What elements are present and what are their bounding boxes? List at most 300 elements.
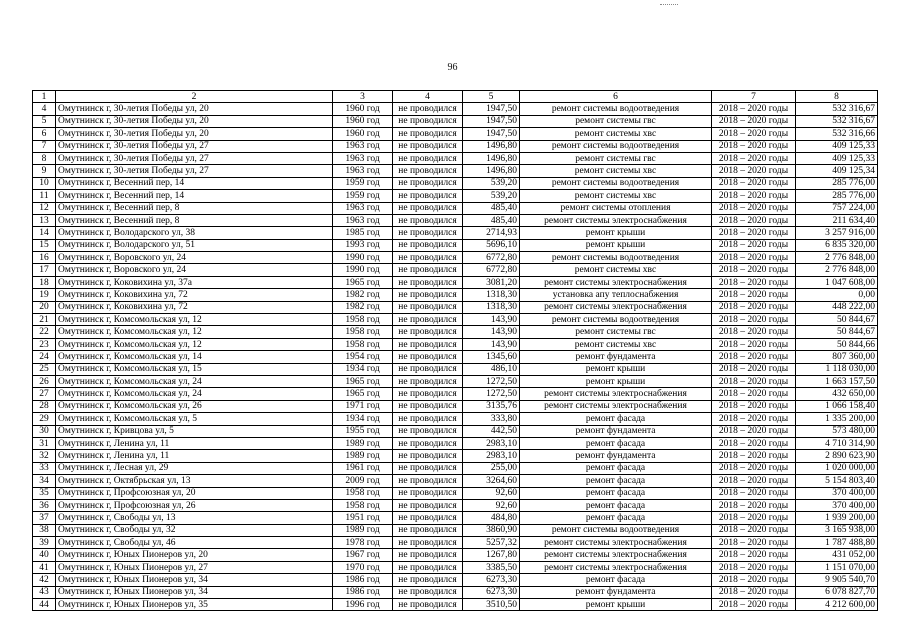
- last-repair-cell: не проводился: [393, 475, 463, 487]
- area-cell: 1947,50: [463, 103, 520, 115]
- work-type-cell: ремонт фасада: [520, 574, 712, 586]
- cost-cell: 370 400,00: [796, 487, 878, 499]
- work-type-cell: ремонт системы электроснабжения: [520, 549, 712, 561]
- area-cell: 485,40: [463, 214, 520, 226]
- cost-cell: 2 776 848,00: [796, 252, 878, 264]
- area-cell: 3135,76: [463, 400, 520, 412]
- period-cell: 2018 – 2020 годы: [712, 214, 796, 226]
- table-row: [33, 549, 878, 561]
- area-cell: 3510,50: [463, 599, 520, 611]
- last-repair-cell: не проводился: [393, 338, 463, 350]
- period-cell: 2018 – 2020 годы: [712, 599, 796, 611]
- address-cell: Омутнинск г, Весенний пер, 8: [56, 214, 333, 226]
- build-year-cell: 1985 год: [333, 227, 393, 239]
- cost-cell: 409 125,33: [796, 140, 878, 152]
- work-type-cell: ремонт системы электроснабжения: [520, 400, 712, 412]
- period-cell: 2018 – 2020 годы: [712, 351, 796, 363]
- area-cell: 1345,60: [463, 351, 520, 363]
- work-type-cell: ремонт крыши: [520, 363, 712, 375]
- address-cell: Омутнинск г, Ленина ул, 11: [56, 437, 333, 449]
- work-type-cell: ремонт системы электроснабжения: [520, 301, 712, 313]
- build-year-cell: 1990 год: [333, 264, 393, 276]
- cost-cell: 4 212 600,00: [796, 599, 878, 611]
- table-row: [33, 375, 878, 387]
- last-repair-cell: не проводился: [393, 140, 463, 152]
- period-cell: 2018 – 2020 годы: [712, 152, 796, 164]
- table-row: [33, 561, 878, 573]
- last-repair-cell: не проводился: [393, 264, 463, 276]
- table-row: [33, 413, 878, 425]
- header-row: [33, 91, 878, 103]
- cost-cell: 3 257 916,00: [796, 227, 878, 239]
- work-type-cell: ремонт системы хвс: [520, 264, 712, 276]
- address-cell: Омутнинск г, Профсоюзная ул, 20: [56, 487, 333, 499]
- row-number-cell: 31: [33, 437, 56, 449]
- period-cell: 2018 – 2020 годы: [712, 487, 796, 499]
- table-row: [33, 499, 878, 511]
- build-year-cell: 1959 год: [333, 177, 393, 189]
- area-cell: 1318,30: [463, 289, 520, 301]
- row-number-cell: 27: [33, 388, 56, 400]
- address-cell: Омутнинск г, Весенний пер, 14: [56, 177, 333, 189]
- period-cell: 2018 – 2020 годы: [712, 314, 796, 326]
- cost-cell: 448 222,00: [796, 301, 878, 313]
- table-row: [33, 487, 878, 499]
- area-cell: 1947,50: [463, 115, 520, 127]
- work-type-cell: ремонт фасада: [520, 462, 712, 474]
- cost-cell: 6 078 827,70: [796, 586, 878, 598]
- table-row: [33, 338, 878, 350]
- last-repair-cell: не проводился: [393, 437, 463, 449]
- last-repair-cell: не проводился: [393, 599, 463, 611]
- period-cell: 2018 – 2020 годы: [712, 252, 796, 264]
- address-cell: Омутнинск г, Коковихина ул, 72: [56, 301, 333, 313]
- row-number-cell: 29: [33, 413, 56, 425]
- last-repair-cell: не проводился: [393, 388, 463, 400]
- build-year-cell: 1986 год: [333, 586, 393, 598]
- cost-cell: 432 650,00: [796, 388, 878, 400]
- work-type-cell: ремонт системы гвс: [520, 115, 712, 127]
- row-number-cell: 26: [33, 375, 56, 387]
- address-cell: Омутнинск г, 30-летия Победы ул, 27: [56, 152, 333, 164]
- row-number-cell: 32: [33, 450, 56, 462]
- work-type-cell: ремонт системы гвс: [520, 326, 712, 338]
- scan-artifact: [660, 4, 678, 6]
- address-cell: Омутнинск г, Свободы ул, 46: [56, 537, 333, 549]
- row-number-cell: 37: [33, 512, 56, 524]
- area-cell: 143,90: [463, 326, 520, 338]
- row-number-cell: 15: [33, 239, 56, 251]
- last-repair-cell: не проводился: [393, 190, 463, 202]
- address-cell: Омутнинск г, Комсомольская ул, 26: [56, 400, 333, 412]
- work-type-cell: ремонт системы электроснабжения: [520, 537, 712, 549]
- last-repair-cell: не проводился: [393, 165, 463, 177]
- work-type-cell: ремонт системы электроснабжения: [520, 276, 712, 288]
- build-year-cell: 1989 год: [333, 450, 393, 462]
- cost-cell: 409 125,34: [796, 165, 878, 177]
- area-cell: 1272,50: [463, 388, 520, 400]
- cost-cell: 1 066 158,40: [796, 400, 878, 412]
- address-cell: Омутнинск г, Ленина ул, 11: [56, 450, 333, 462]
- last-repair-cell: не проводился: [393, 351, 463, 363]
- period-cell: 2018 – 2020 годы: [712, 264, 796, 276]
- period-cell: 2018 – 2020 годы: [712, 227, 796, 239]
- address-cell: Омутнинск г, Володарского ул, 38: [56, 227, 333, 239]
- area-cell: 1272,50: [463, 375, 520, 387]
- work-type-cell: ремонт фасада: [520, 437, 712, 449]
- table-row: [33, 475, 878, 487]
- cost-cell: 1 020 000,00: [796, 462, 878, 474]
- table-row: [33, 227, 878, 239]
- address-cell: Омутнинск г, Комсомольская ул, 24: [56, 388, 333, 400]
- cost-cell: 573 480,00: [796, 425, 878, 437]
- last-repair-cell: не проводился: [393, 537, 463, 549]
- address-cell: Омутнинск г, Комсомольская ул, 14: [56, 351, 333, 363]
- row-number-cell: 23: [33, 338, 56, 350]
- period-cell: 2018 – 2020 годы: [712, 301, 796, 313]
- build-year-cell: 1963 год: [333, 152, 393, 164]
- work-type-cell: ремонт крыши: [520, 375, 712, 387]
- area-cell: 1496,80: [463, 152, 520, 164]
- header-cell-2: 2: [56, 91, 333, 103]
- cost-cell: 50 844,67: [796, 314, 878, 326]
- row-number-cell: 14: [33, 227, 56, 239]
- table-row: [33, 512, 878, 524]
- work-type-cell: установка апу теплоснабжения: [520, 289, 712, 301]
- last-repair-cell: не проводился: [393, 512, 463, 524]
- period-cell: 2018 – 2020 годы: [712, 437, 796, 449]
- area-cell: 333,80: [463, 413, 520, 425]
- row-number-cell: 40: [33, 549, 56, 561]
- area-cell: 6772,80: [463, 264, 520, 276]
- build-year-cell: 1965 год: [333, 375, 393, 387]
- cost-cell: 1 335 200,00: [796, 413, 878, 425]
- work-type-cell: ремонт системы водоотведения: [520, 524, 712, 536]
- build-year-cell: 2009 год: [333, 475, 393, 487]
- work-type-cell: ремонт фасада: [520, 475, 712, 487]
- last-repair-cell: не проводился: [393, 400, 463, 412]
- period-cell: 2018 – 2020 годы: [712, 524, 796, 536]
- period-cell: 2018 – 2020 годы: [712, 549, 796, 561]
- cost-cell: 285 776,00: [796, 177, 878, 189]
- work-type-cell: ремонт фасада: [520, 512, 712, 524]
- cost-cell: 409 125,33: [796, 152, 878, 164]
- last-repair-cell: не проводился: [393, 152, 463, 164]
- cost-cell: 431 052,00: [796, 549, 878, 561]
- last-repair-cell: не проводился: [393, 499, 463, 511]
- period-cell: 2018 – 2020 годы: [712, 190, 796, 202]
- area-cell: 485,40: [463, 202, 520, 214]
- period-cell: 2018 – 2020 годы: [712, 537, 796, 549]
- area-cell: 484,80: [463, 512, 520, 524]
- area-cell: 486,10: [463, 363, 520, 375]
- address-cell: Омутнинск г, 30-летия Победы ул, 20: [56, 115, 333, 127]
- address-cell: Омутнинск г, Комсомольская ул, 12: [56, 338, 333, 350]
- table-row: [33, 437, 878, 449]
- cost-cell: 532 316,66: [796, 128, 878, 140]
- cost-cell: 532 316,67: [796, 103, 878, 115]
- cost-cell: 1 663 157,50: [796, 375, 878, 387]
- period-cell: 2018 – 2020 годы: [712, 115, 796, 127]
- row-number-cell: 30: [33, 425, 56, 437]
- table-row: [33, 314, 878, 326]
- row-number-cell: 36: [33, 499, 56, 511]
- area-cell: 539,20: [463, 177, 520, 189]
- area-cell: 92,60: [463, 499, 520, 511]
- row-number-cell: 38: [33, 524, 56, 536]
- table-row: [33, 388, 878, 400]
- row-number-cell: 44: [33, 599, 56, 611]
- table-row: [33, 574, 878, 586]
- row-number-cell: 18: [33, 276, 56, 288]
- period-cell: 2018 – 2020 годы: [712, 425, 796, 437]
- build-year-cell: 1959 год: [333, 190, 393, 202]
- row-number-cell: 10: [33, 177, 56, 189]
- table-row: [33, 152, 878, 164]
- work-type-cell: ремонт фундамента: [520, 425, 712, 437]
- table-row: [33, 425, 878, 437]
- cost-cell: 4 710 314,90: [796, 437, 878, 449]
- area-cell: 2714,93: [463, 227, 520, 239]
- area-cell: 255,00: [463, 462, 520, 474]
- area-cell: 3264,60: [463, 475, 520, 487]
- period-cell: 2018 – 2020 годы: [712, 413, 796, 425]
- cost-cell: 211 634,40: [796, 214, 878, 226]
- area-cell: 1318,30: [463, 301, 520, 313]
- build-year-cell: 1955 год: [333, 425, 393, 437]
- header-cell-6: 6: [520, 91, 712, 103]
- cost-cell: 6 835 320,00: [796, 239, 878, 251]
- build-year-cell: 1978 год: [333, 537, 393, 549]
- area-cell: 1267,80: [463, 549, 520, 561]
- build-year-cell: 1960 год: [333, 103, 393, 115]
- table-row: [33, 276, 878, 288]
- row-number-cell: 4: [33, 103, 56, 115]
- last-repair-cell: не проводился: [393, 177, 463, 189]
- last-repair-cell: не проводился: [393, 549, 463, 561]
- work-type-cell: ремонт системы электроснабжения: [520, 561, 712, 573]
- area-cell: 5257,32: [463, 537, 520, 549]
- address-cell: Омутнинск г, Свободы ул, 32: [56, 524, 333, 536]
- row-number-cell: 19: [33, 289, 56, 301]
- area-cell: 539,20: [463, 190, 520, 202]
- build-year-cell: 1989 год: [333, 437, 393, 449]
- last-repair-cell: не проводился: [393, 574, 463, 586]
- period-cell: 2018 – 2020 годы: [712, 561, 796, 573]
- row-number-cell: 33: [33, 462, 56, 474]
- address-cell: Омутнинск г, Воровского ул, 24: [56, 252, 333, 264]
- build-year-cell: 1934 год: [333, 363, 393, 375]
- table-row: [33, 115, 878, 127]
- work-type-cell: ремонт системы электроснабжения: [520, 214, 712, 226]
- period-cell: 2018 – 2020 годы: [712, 239, 796, 251]
- last-repair-cell: не проводился: [393, 115, 463, 127]
- row-number-cell: 16: [33, 252, 56, 264]
- last-repair-cell: не проводился: [393, 425, 463, 437]
- last-repair-cell: не проводился: [393, 326, 463, 338]
- table-row: [33, 190, 878, 202]
- cost-cell: 757 224,00: [796, 202, 878, 214]
- work-type-cell: ремонт системы отопления: [520, 202, 712, 214]
- work-type-cell: ремонт фундамента: [520, 586, 712, 598]
- area-cell: 6273,30: [463, 586, 520, 598]
- last-repair-cell: не проводился: [393, 375, 463, 387]
- build-year-cell: 1986 год: [333, 574, 393, 586]
- last-repair-cell: не проводился: [393, 487, 463, 499]
- period-cell: 2018 – 2020 годы: [712, 276, 796, 288]
- page-number: 96: [447, 62, 458, 73]
- build-year-cell: 1963 год: [333, 202, 393, 214]
- last-repair-cell: не проводился: [393, 301, 463, 313]
- row-number-cell: 41: [33, 561, 56, 573]
- period-cell: 2018 – 2020 годы: [712, 375, 796, 387]
- last-repair-cell: не проводился: [393, 227, 463, 239]
- row-number-cell: 17: [33, 264, 56, 276]
- work-type-cell: ремонт фасада: [520, 413, 712, 425]
- table-row: [33, 140, 878, 152]
- work-type-cell: ремонт фундамента: [520, 450, 712, 462]
- period-cell: 2018 – 2020 годы: [712, 462, 796, 474]
- row-number-cell: 24: [33, 351, 56, 363]
- cost-cell: 9 905 540,70: [796, 574, 878, 586]
- work-type-cell: ремонт крыши: [520, 599, 712, 611]
- build-year-cell: 1967 год: [333, 549, 393, 561]
- table-row: [33, 128, 878, 140]
- table-row: [33, 214, 878, 226]
- last-repair-cell: не проводился: [393, 289, 463, 301]
- table-row: [33, 252, 878, 264]
- last-repair-cell: не проводился: [393, 214, 463, 226]
- address-cell: Омутнинск г, Лесная ул, 29: [56, 462, 333, 474]
- area-cell: 2983,10: [463, 437, 520, 449]
- cost-cell: 3 165 938,00: [796, 524, 878, 536]
- row-number-cell: 6: [33, 128, 56, 140]
- work-type-cell: ремонт системы гвс: [520, 152, 712, 164]
- build-year-cell: 1958 год: [333, 499, 393, 511]
- area-cell: 92,60: [463, 487, 520, 499]
- work-type-cell: ремонт системы хвс: [520, 338, 712, 350]
- build-year-cell: 1963 год: [333, 165, 393, 177]
- area-cell: 3385,50: [463, 561, 520, 573]
- period-cell: 2018 – 2020 годы: [712, 574, 796, 586]
- repair-program-table: [32, 90, 878, 611]
- address-cell: Омутнинск г, Юных Пионеров ул, 34: [56, 586, 333, 598]
- build-year-cell: 1965 год: [333, 276, 393, 288]
- address-cell: Омутнинск г, Весенний пер, 8: [56, 202, 333, 214]
- cost-cell: 2 890 623,90: [796, 450, 878, 462]
- row-number-cell: 13: [33, 214, 56, 226]
- area-cell: 6273,30: [463, 574, 520, 586]
- build-year-cell: 1963 год: [333, 214, 393, 226]
- area-cell: 3081,20: [463, 276, 520, 288]
- last-repair-cell: не проводился: [393, 363, 463, 375]
- address-cell: Омутнинск г, Комсомольская ул, 24: [56, 375, 333, 387]
- build-year-cell: 1960 год: [333, 128, 393, 140]
- address-cell: Омутнинск г, Юных Пионеров ул, 27: [56, 561, 333, 573]
- table-row: [33, 586, 878, 598]
- work-type-cell: ремонт системы водоотведения: [520, 252, 712, 264]
- area-cell: 442,50: [463, 425, 520, 437]
- table-row: [33, 326, 878, 338]
- address-cell: Омутнинск г, Комсомольская ул, 5: [56, 413, 333, 425]
- header-cell-8: 8: [796, 91, 878, 103]
- period-cell: 2018 – 2020 годы: [712, 289, 796, 301]
- header-cell-5: 5: [463, 91, 520, 103]
- row-number-cell: 5: [33, 115, 56, 127]
- header-cell-7: 7: [712, 91, 796, 103]
- last-repair-cell: не проводился: [393, 128, 463, 140]
- build-year-cell: 1963 год: [333, 140, 393, 152]
- build-year-cell: 1990 год: [333, 252, 393, 264]
- work-type-cell: ремонт системы электроснабжения: [520, 388, 712, 400]
- row-number-cell: 25: [33, 363, 56, 375]
- table-row: [33, 202, 878, 214]
- build-year-cell: 1934 год: [333, 413, 393, 425]
- build-year-cell: 1951 год: [333, 512, 393, 524]
- cost-cell: 2 776 848,00: [796, 264, 878, 276]
- build-year-cell: 1970 год: [333, 561, 393, 573]
- cost-cell: 807 360,00: [796, 351, 878, 363]
- row-number-cell: 9: [33, 165, 56, 177]
- last-repair-cell: не проводился: [393, 462, 463, 474]
- address-cell: Омутнинск г, Профсоюзная ул, 26: [56, 499, 333, 511]
- table-row: [33, 177, 878, 189]
- table-row: [33, 462, 878, 474]
- address-cell: Омутнинск г, Комсомольская ул, 12: [56, 326, 333, 338]
- period-cell: 2018 – 2020 годы: [712, 202, 796, 214]
- work-type-cell: ремонт крыши: [520, 227, 712, 239]
- table-row: [33, 264, 878, 276]
- address-cell: Омутнинск г, Воровского ул, 24: [56, 264, 333, 276]
- table-row: [33, 524, 878, 536]
- period-cell: 2018 – 2020 годы: [712, 326, 796, 338]
- address-cell: Омутнинск г, Свободы ул, 13: [56, 512, 333, 524]
- last-repair-cell: не проводился: [393, 413, 463, 425]
- cost-cell: 1 939 200,00: [796, 512, 878, 524]
- work-type-cell: ремонт крыши: [520, 239, 712, 251]
- last-repair-cell: не проводился: [393, 252, 463, 264]
- period-cell: 2018 – 2020 годы: [712, 586, 796, 598]
- address-cell: Омутнинск г, Весенний пер, 14: [56, 190, 333, 202]
- last-repair-cell: не проводился: [393, 239, 463, 251]
- last-repair-cell: не проводился: [393, 103, 463, 115]
- work-type-cell: ремонт системы хвс: [520, 165, 712, 177]
- build-year-cell: 1960 год: [333, 115, 393, 127]
- work-type-cell: ремонт системы водоотведения: [520, 140, 712, 152]
- table-row: [33, 289, 878, 301]
- header-cell-3: 3: [333, 91, 393, 103]
- area-cell: 1947,50: [463, 128, 520, 140]
- address-cell: Омутнинск г, Комсомольская ул, 15: [56, 363, 333, 375]
- build-year-cell: 1954 год: [333, 351, 393, 363]
- row-number-cell: 8: [33, 152, 56, 164]
- work-type-cell: ремонт фасада: [520, 499, 712, 511]
- row-number-cell: 20: [33, 301, 56, 313]
- table-row: [33, 103, 878, 115]
- last-repair-cell: не проводился: [393, 314, 463, 326]
- build-year-cell: 1965 год: [333, 388, 393, 400]
- build-year-cell: 1982 год: [333, 289, 393, 301]
- table-row: [33, 165, 878, 177]
- last-repair-cell: не проводился: [393, 276, 463, 288]
- cost-cell: 1 151 070,00: [796, 561, 878, 573]
- row-number-cell: 42: [33, 574, 56, 586]
- period-cell: 2018 – 2020 годы: [712, 400, 796, 412]
- header-cell-1: 1: [33, 91, 56, 103]
- period-cell: 2018 – 2020 годы: [712, 499, 796, 511]
- period-cell: 2018 – 2020 годы: [712, 165, 796, 177]
- build-year-cell: 1958 год: [333, 487, 393, 499]
